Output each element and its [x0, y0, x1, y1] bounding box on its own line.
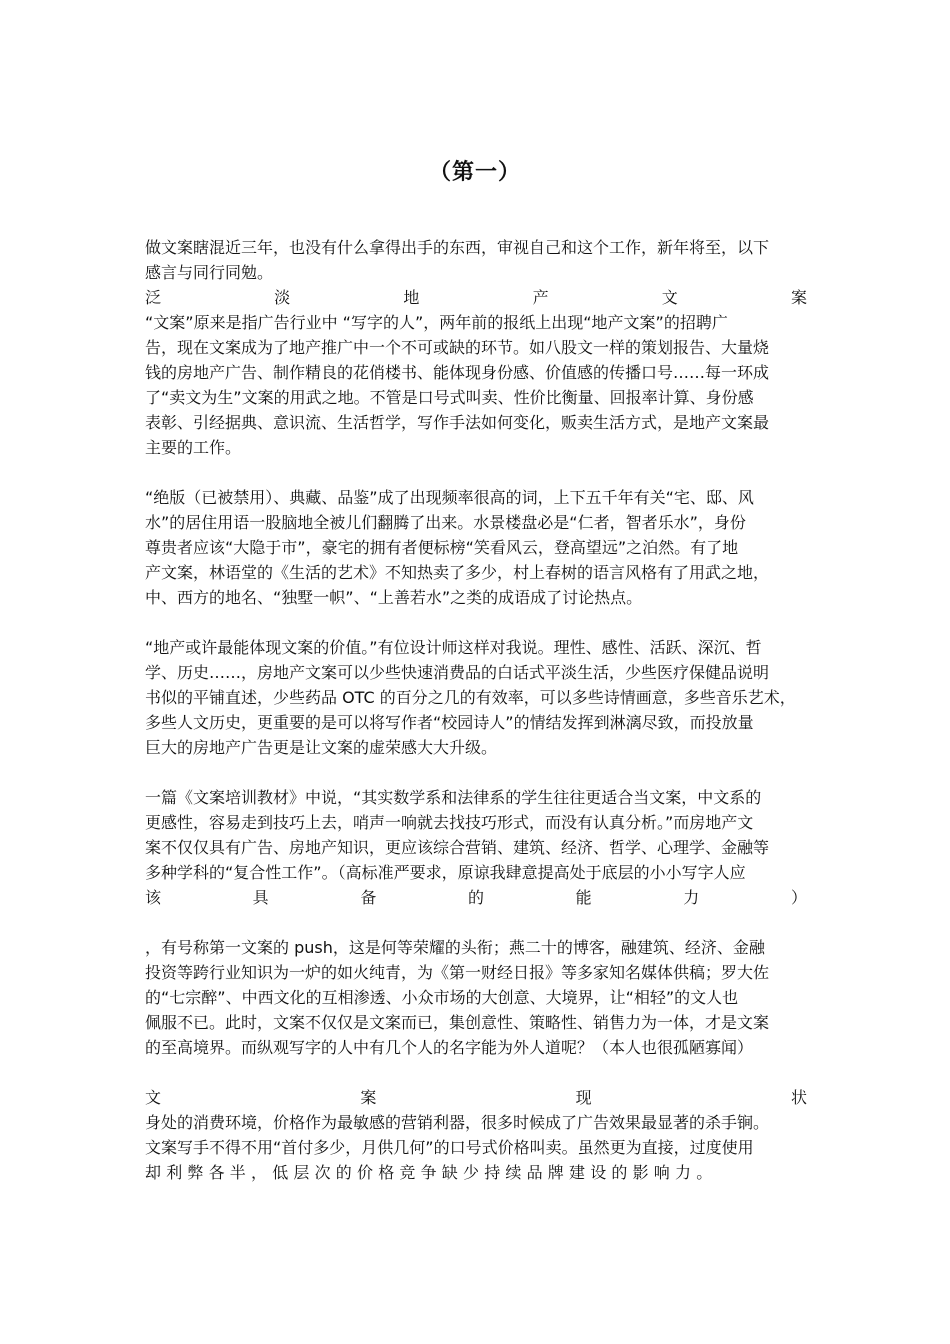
text-line: “文案”原来是指广告行业中 “写字的人”，两年前的报纸上出现“地产文案”的招聘广	[145, 313, 728, 332]
text-line: 表彰、引经据典、意识流、生活哲学，写作手法如何变化，贩卖生活方式，是地产文案最	[145, 413, 770, 432]
paragraph-definition	[145, 285, 807, 460]
paragraph-spacer	[145, 760, 807, 785]
text-line: 做文案瞎混近三年，也没有什么拿得出手的东西，审视自己和这个工作，新年将至，以下	[145, 238, 770, 257]
text-line: 钱的房地产广告、制作精良的花俏楼书、能体现身份感、价值感的传播口号……每一环成	[145, 363, 770, 382]
text-line: 巨大的房地产广告更是让文案的虚荣感大大升级。	[145, 738, 498, 757]
paragraph-spacer	[145, 460, 807, 485]
heading-char: 产	[532, 288, 549, 307]
document-body	[145, 235, 807, 1185]
text-line: 身处的消费环境，价格作为最敏感的营销利器，很多时候成了广告效果最显著的杀手锏。	[145, 1113, 770, 1132]
section-heading-fandan	[145, 285, 807, 310]
text-line: 多种学科的“复合性工作”。（高标准严要求，原谅我肆意提高处于底层的小小写字人应	[145, 863, 746, 882]
text-line: 多些人文历史，更重要的是可以将写作者“校园诗人”的情结发挥到淋漓尽致，而投放量	[145, 713, 754, 732]
spread-char: 备	[360, 888, 377, 907]
text-line: 感言与同行同勉。	[145, 263, 274, 282]
text-line: 一篇《文案培训教材》中说，“其实数学系和法律系的学生往往更适合当文案，中文系的	[145, 788, 762, 807]
heading-char: 淡	[274, 288, 291, 307]
text-line: 水”的居住用语一股脑地全被儿们翻腾了出来。水景楼盘必是“仁者，智者乐水”，身份	[145, 513, 746, 532]
text-line: 尊贵者应该“大隐于市”，豪宅的拥有者便标榜“笑看风云，登高望远”之泊然。有了地	[145, 538, 739, 557]
heading-char: 案	[360, 1088, 377, 1107]
text-line: “绝版（已被禁用）、典藏、品鉴”成了出现频率很高的词，上下五千年有关“宅、邸、风	[145, 488, 754, 507]
text-line: 学、历史……，房地产文案可以少些快速消费品的白话式平淡生活，少些医疗保健品说明	[145, 663, 770, 682]
paragraph-vocabulary	[145, 485, 807, 610]
text-line: 书似的平铺直述，少些药品 OTC 的百分之几的有效率，可以多些诗情画意，多些音乐艺术，	[145, 688, 796, 707]
text-line: 投资等跨行业知识为一炉的如火纯青，为《第一财经日报》等多家知名媒体供稿；罗大佐	[145, 963, 770, 982]
heading-char: 文	[661, 288, 678, 307]
spaced-line: 却利弊各半，低层次的价格竞争缺少持续品牌建设的影响力。	[145, 1163, 718, 1182]
spread-char: 的	[467, 888, 484, 907]
page-title: （第一）	[428, 160, 521, 185]
heading-char: 泛	[145, 288, 162, 307]
paragraph-spacer	[145, 610, 807, 635]
text-line: 主要的工作。	[145, 438, 242, 457]
paragraph-famous-copywriters	[145, 935, 807, 1060]
text-line: 的“七宗醉”、中西文化的互相渗透、小众市场的大创意、大境界，让“相轻”的文人也	[145, 988, 739, 1007]
paragraph-current-status	[145, 1085, 807, 1185]
spread-char: 力	[683, 888, 700, 907]
paragraph-value	[145, 635, 807, 760]
spread-char: 该	[145, 888, 162, 907]
text-line: 了“卖文为生”文案的用武之地。不管是口号式叫卖、性价比衡量、回报率计算、身份感	[145, 388, 754, 407]
spread-char: 能	[575, 888, 592, 907]
text-line: 告，现在文案成为了地产推广中一个不可或缺的环节。如八股文一样的策划报告、大量烧	[145, 338, 770, 357]
justified-line	[145, 885, 807, 910]
paragraph-spacer	[145, 910, 807, 935]
heading-char: 文	[145, 1088, 162, 1107]
spread-char: 具	[252, 888, 269, 907]
text-line: 中、西方的地名、“独墅一帜”、“上善若水”之类的成语成了讨论热点。	[145, 588, 643, 607]
paragraph-intro	[145, 235, 807, 285]
spread-char: ）	[790, 888, 807, 907]
paragraph-training	[145, 785, 807, 910]
text-line: ，有号称第一文案的 push，这是何等荣耀的头衔；燕二十的博客，融建筑、经济、金融	[145, 938, 765, 957]
heading-char: 现	[575, 1088, 592, 1107]
text-line: 文案写手不得不用“首付多少，月供几何”的口号式价格叫卖。虽然更为直接，过度使用	[145, 1138, 754, 1157]
text-line: 更感性，容易走到技巧上去，哨声一响就去找技巧形式，而没有认真分析。”而房地产文	[145, 813, 754, 832]
text-line: 的至高境界。而纵观写字的人中有几个人的名字能为外人道呢？（本人也很孤陋寡闻）	[145, 1038, 754, 1057]
heading-char: 地	[403, 288, 420, 307]
section-heading-status	[145, 1085, 807, 1110]
text-line: 佩服不已。此时，文案不仅仅是文案而已，集创意性、策略性、销售力为一体，才是文案	[145, 1013, 770, 1032]
text-line: 产文案，林语堂的《生活的艺术》不知热卖了多少，村上春树的语言风格有了用武之地，	[145, 563, 770, 582]
text-line: 案不仅仅具有广告、房地产知识，更应该综合营销、建筑、经济、哲学、心理学、金融等	[145, 838, 770, 857]
paragraph-spacer	[145, 1060, 807, 1085]
heading-char: 案	[790, 288, 807, 307]
heading-char: 状	[790, 1088, 807, 1107]
text-line: “地产或许最能体现文案的价值。”有位设计师这样对我说。理性、感性、活跃、深沉、哲	[145, 638, 762, 657]
